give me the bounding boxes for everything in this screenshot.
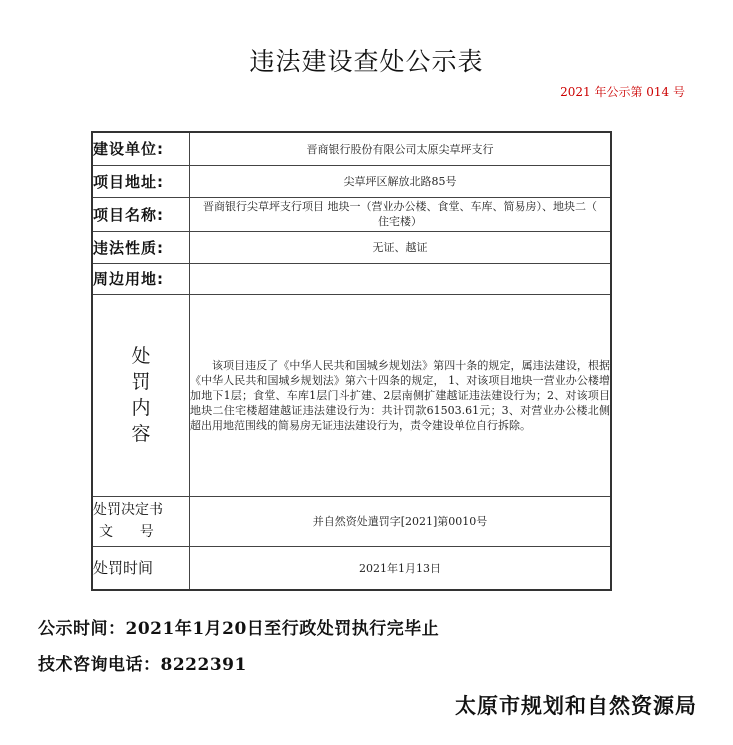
penalty-label-char: 处 — [131, 345, 151, 367]
table-row — [92, 496, 611, 546]
consult-phone: 技术咨询电话：8222391 — [38, 655, 247, 675]
decision-value: 并自然资处遣罚字[2021]第0010号 — [190, 496, 612, 546]
table-row — [92, 197, 611, 231]
time-label: 处罚时间 — [92, 546, 190, 590]
nature-value: 无证、越证 — [190, 231, 612, 263]
notice-number: 2021 年公示第 014 号 — [560, 85, 685, 99]
address-value: 尖草坪区解放北路85号 — [190, 165, 612, 197]
table-row — [92, 263, 611, 294]
decision-label — [92, 496, 190, 546]
unit-label: 建设单位: — [92, 132, 190, 165]
table-row — [92, 294, 611, 496]
table-row — [92, 132, 611, 165]
unit-value: 晋商银行股份有限公司太原尖草坪支行 — [190, 132, 612, 165]
table-row — [92, 546, 611, 590]
surround-label: 周边用地: — [92, 263, 190, 294]
address-label: 项目地址: — [92, 165, 190, 197]
table-row — [92, 165, 611, 197]
penalty-table — [91, 131, 612, 591]
penalty-content: 该项目违反了《中华人民共和国城乡规划法》第四十条的规定，属违法建设，根据《中华人民共和国城乡规划法》第六十四条的规定， 1、对该项目地块一营业办公楼增加地下1层；食堂、车库1层门斗扩建、2层南侧扩建越证违法建设行为；2、对该项目地块二住宅楼超建越证违法建设行为：共计罚款61503.61元；3、对营业办公楼北侧超出用地范围线的简易房无证违法建设行为，责令建设单位自行拆除。 — [190, 294, 612, 496]
publicity-period: 公示时间：2021年1月20日至行政处罚执行完毕止 — [38, 619, 440, 639]
penalty-label-char: 罚 — [131, 371, 151, 393]
project-label: 项目名称: — [92, 197, 190, 231]
decision-label-line1: 处罚决定书 — [93, 502, 163, 518]
penalty-label-char: 内 — [131, 397, 151, 419]
document-title: 违法建设查处公示表 — [249, 47, 484, 76]
penalty-label-char: 容 — [131, 423, 151, 445]
surround-value — [190, 263, 612, 294]
decision-label-line2: 文 号 — [99, 524, 154, 540]
nature-label: 违法性质: — [92, 231, 190, 263]
penalty-label — [92, 294, 190, 496]
issuing-authority: 太原市规划和自然资源局 — [455, 693, 697, 718]
time-value: 2021年1月13日 — [190, 546, 612, 590]
project-value: 晋商银行尖草坪支行项目 地块一（营业办公楼、食堂、车库、简易房）、地块二（ 住宅楼） — [190, 197, 612, 231]
table-row — [92, 231, 611, 263]
